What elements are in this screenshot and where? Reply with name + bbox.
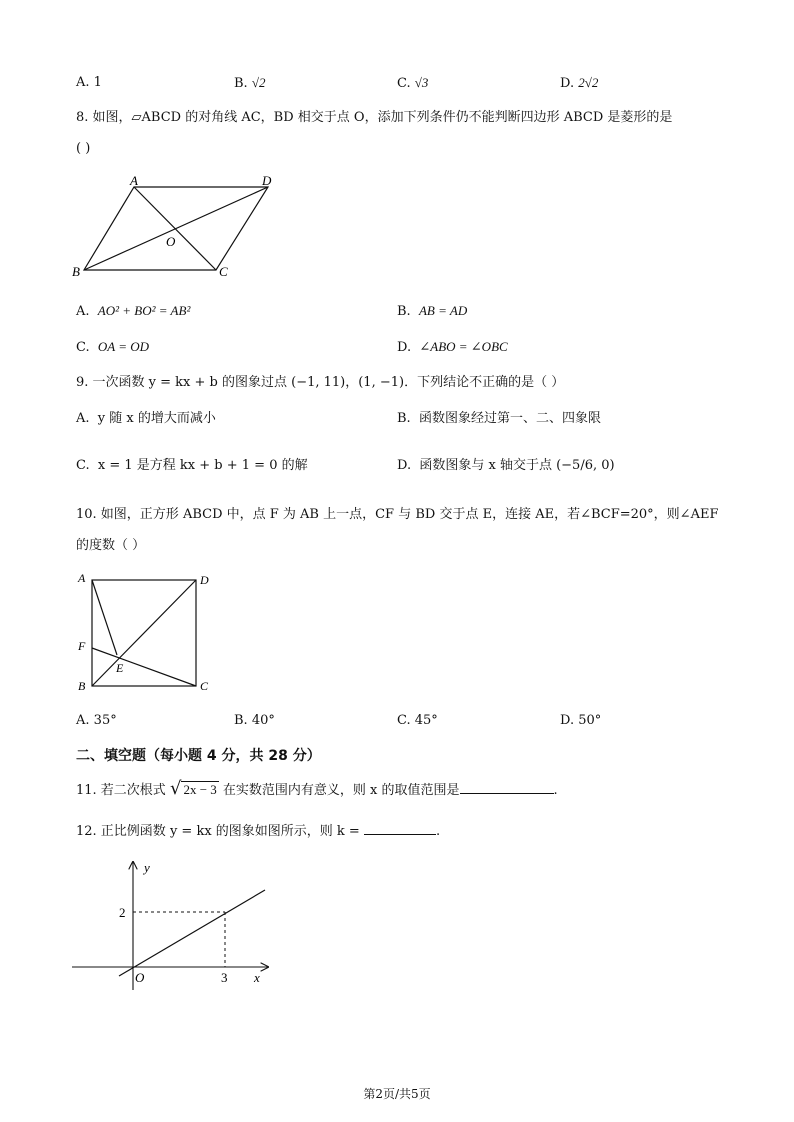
- q9-option-d: D. 函数图象与 x 轴交于点 (−5/6, 0): [397, 458, 615, 473]
- q11-answer-blank[interactable]: [460, 781, 554, 794]
- q12-answer-blank[interactable]: [364, 822, 436, 835]
- origin-label: O: [135, 970, 145, 985]
- label-e: E: [116, 661, 124, 675]
- label-b: B: [72, 264, 80, 279]
- q11-radical: √ 2x − 3: [169, 778, 217, 799]
- q10-square-figure: [72, 568, 222, 696]
- label-f: F: [78, 639, 86, 653]
- x-axis-label: x: [254, 970, 260, 985]
- q9-option-b: B. 函数图象经过第一、二、四象限: [397, 411, 601, 426]
- y-tick-label: 2: [119, 905, 126, 920]
- y-axis-label: y: [144, 860, 150, 875]
- q10-option-c: C. 45°: [397, 713, 438, 728]
- q8-option-d: D. ∠ABO = ∠OBC: [397, 339, 508, 355]
- q9-question-text: 9. 一次函数 y = kx + b 的图象过点 (−1, 11)，(1, −1)．下列结论不正确的是（ ）: [76, 375, 565, 390]
- q8-parallelogram-figure: [70, 172, 290, 284]
- diagonal-bd: [92, 580, 196, 686]
- label-a: A: [130, 173, 138, 188]
- q9-option-c: C. x = 1 是方程 kx + b + 1 = 0 的解: [76, 458, 308, 473]
- q8-option-b: B. AB = AD: [397, 303, 468, 319]
- label-a: A: [78, 571, 86, 585]
- label-b: B: [78, 679, 86, 693]
- segment-cf: [92, 648, 196, 686]
- q10-option-b: B. 40°: [234, 713, 275, 728]
- q8-question-text: 8. 如图，▱ABCD 的对角线 AC，BD 相交于点 O，添加下列条件仍不能判断四边形 ABCD 是菱形的是: [76, 110, 673, 125]
- function-line: [119, 890, 265, 976]
- label-o: O: [166, 234, 176, 249]
- label-d: D: [200, 573, 209, 587]
- x-tick-label: 3: [221, 970, 228, 985]
- q8-option-a: A. AO² + BO² = AB²: [76, 303, 191, 319]
- q9-option-a: A. y 随 x 的增大而减小: [76, 411, 216, 426]
- label-d: D: [262, 173, 272, 188]
- q12-graph: [64, 852, 284, 992]
- q10-question-text: 10. 如图，正方形 ABCD 中，点 F 为 AB 上一点，CF 与 BD 交于点 E，连接 AE，若∠BCF=20°，则∠AEF: [76, 507, 719, 522]
- q7-option-b: B. √2: [234, 75, 266, 91]
- q8-answer-paren: ( ): [76, 141, 91, 156]
- q7-option-c: C. √3: [397, 75, 429, 91]
- page-footer: 第2页/共5页: [363, 1087, 431, 1101]
- q10-option-d: D. 50°: [560, 713, 602, 728]
- diagonal-bd: [84, 187, 268, 270]
- q7-option-d: D. 2√2: [560, 75, 599, 91]
- q10-question-text-2: 的度数（ ）: [76, 538, 146, 553]
- q7-option-a: A. 1: [76, 75, 102, 90]
- q12-question: 12. 正比例函数 y = kx 的图象如图所示，则 k = .: [76, 824, 441, 839]
- section-title: 二、填空题（每小题 4 分，共 28 分）: [76, 748, 321, 764]
- label-c: C: [200, 679, 209, 693]
- q11-question: 11. 若二次根式 √ 2x − 3 在实数范围内有意义，则 x 的取值范围是 .: [76, 778, 558, 799]
- segment-ae: [92, 580, 117, 655]
- label-c: C: [219, 264, 228, 279]
- q8-option-c: C. OA = OD: [76, 339, 150, 355]
- q10-option-a: A. 35°: [76, 713, 117, 728]
